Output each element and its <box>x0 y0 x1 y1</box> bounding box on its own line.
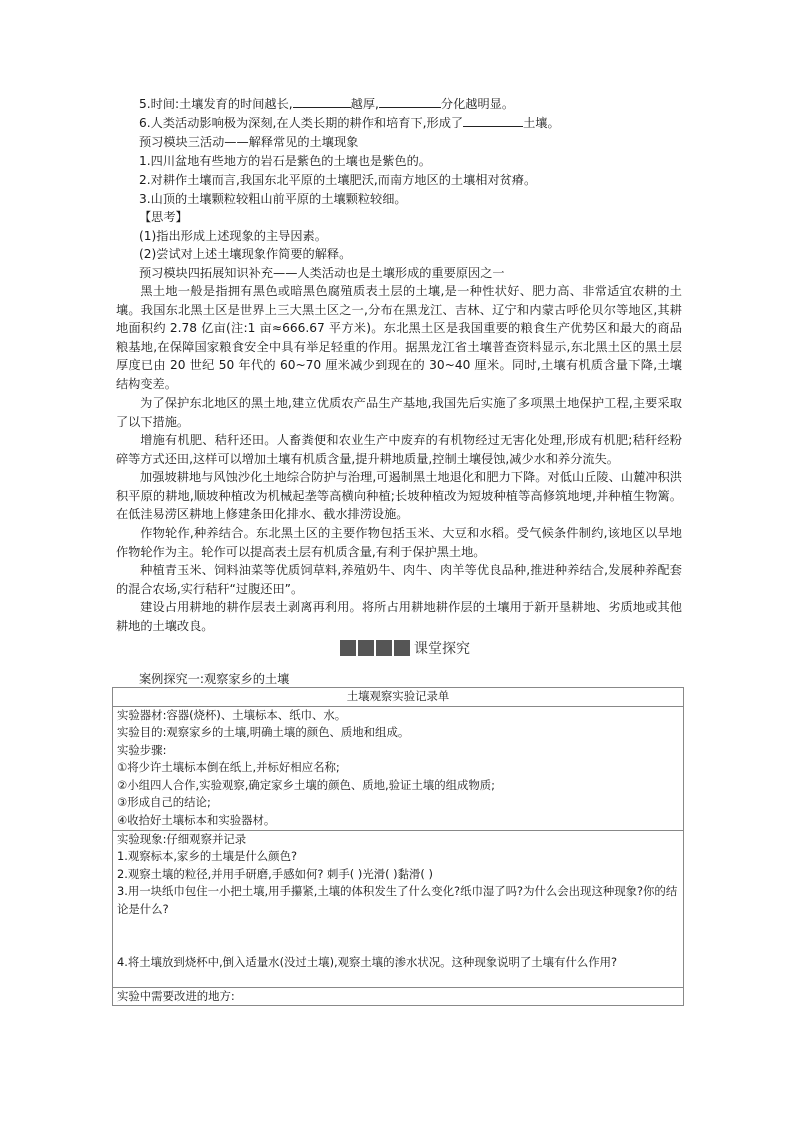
text: 土壤。 <box>523 116 560 130</box>
section-header <box>340 638 470 658</box>
observation-cell <box>113 830 684 987</box>
phenomenon-1: 1.四川盆地有些地方的岩石是紫色的土壤也是紫色的。 <box>139 154 431 168</box>
text: 加强坡耕地与风蚀沙化土地综合防护与治理,可遏制黑土地退化和肥力下降。对低山丘陵、山麓冲积洪积平原的耕地,顺坡种植改为机械起垄等高横向种植;长坡种植改为短坡种植等高修筑地埂,并种植生物篱。在低洼易涝区耕地上修建条田化排水、截水排涝设施。 <box>116 470 682 522</box>
factor-human-line <box>139 114 560 132</box>
decor-block <box>376 640 392 656</box>
table-header: 土壤观察实验记录单 <box>113 688 684 707</box>
text: 作物轮作,种养结合。东北黑土区的主要作物包括玉米、大豆和水稻。受气候条件制约,该地区以旱地作物轮作为主。轮作可以提高表土层有机质含量,有利于保护黑土地。 <box>116 526 682 559</box>
factor-time-line <box>139 95 514 113</box>
text: 黑土地一般是指拥有黑色或暗黑色腐殖质表土层的土壤,是一种性状好、肥力高、非常适宜农耕的土壤。我国东北黑土区是世界上三大黑土区之一,分布在黑龙江、吉林、辽宁和内蒙古呼伦贝尔等地区,其耕地面积约 2.78 亿亩(注:1 亩≈666.67 平方米)。东北黑土区是我国重要的粮食生产优势区和最大的商品粮基地,在保障国家粮食安全中具有举足轻重的作用。据黑龙江省土壤普查资料显示,东北黑土区的黑土层厚度已由 20 世纪 50 年代的 60~70 厘米减少到现在的 30~40 厘米。同时,土壤有机质含量下降,土壤结构变差。 <box>116 284 682 391</box>
fill-blank[interactable] <box>293 95 351 108</box>
steps-label: 实验步骤: <box>117 742 167 757</box>
question-2: (2)尝试对上述土壤现象作简要的解释。 <box>139 247 352 261</box>
observation-question: 3.用一块纸巾包住一小把土壤,用手攥紧,土壤的体积发生了什么变化?纸巾湿了吗?为什么会出现这种现象?你的结论是什么? <box>117 884 678 916</box>
phenomenon-2: 2.对耕作土壤而言,我国东北平原的土壤肥沃,而南方地区的土壤相对贫瘠。 <box>139 173 537 187</box>
paragraph-black-soil <box>116 282 682 394</box>
table-row <box>113 830 684 987</box>
module-4-heading: 预习模块四拓展知识补充——人类活动也是土壤形成的重要原因之一 <box>139 266 505 280</box>
question-1: (1)指出形成上述现象的主导因素。 <box>139 229 327 243</box>
text: 建设占用耕地的耕作层表土剥离再利用。将所占用耕地耕作层的土壤用于新开垦耕地、劣质地或其他耕地的土壤改良。 <box>116 600 682 633</box>
improvement-cell: 实验中需要改进的地方: <box>113 987 684 1006</box>
step-item: ③形成自己的结论; <box>117 795 211 809</box>
text: 越厚, <box>350 97 379 111</box>
step-item: ①将少许土壤标本倒在纸上,并标好相应名称; <box>117 760 340 774</box>
text: 为了保护东北地区的黑土地,建立优质农产品生产基地,我国先后实施了多项黑土地保护工程,主要采取了以下措施。 <box>116 396 682 429</box>
text: 分化越明显。 <box>440 97 515 111</box>
observation-label: 实验现象:仔细观察并记录 <box>117 831 247 846</box>
paragraph-crop-rotation <box>116 524 682 561</box>
step-item: ④收拾好土壤标本和实验器材。 <box>117 812 276 827</box>
paragraph-measures-intro <box>116 394 682 431</box>
experiment-record-table <box>112 687 684 1006</box>
text: 5.时间:土壤发育的时间越长, <box>139 97 293 111</box>
table-row <box>113 987 684 1006</box>
answer-space[interactable] <box>117 918 679 954</box>
decor-block <box>394 640 410 656</box>
fill-blank[interactable] <box>463 114 523 127</box>
paragraph-slope-protection <box>116 468 682 524</box>
paragraph-organic-fertilizer <box>116 431 682 468</box>
text: 种植青玉米、饲料油菜等优质饲草料,养殖奶牛、肉牛、肉羊等优良品种,推进种养结合,发展种养配套的混合农场,实行秸秆“过腹还田”。 <box>116 563 682 596</box>
table-row <box>113 706 684 830</box>
decor-block <box>358 640 374 656</box>
paragraph-forage <box>116 561 682 598</box>
decor-block <box>340 640 356 656</box>
text: 增施有机肥、秸秆还田。人畜粪便和农业生产中废弃的有机物经过无害化处理,形成有机肥;秸秆经粉碎等方式还田,这样可以增加土壤有机质含量,提升耕地质量,控制土壤侵蚀,减少水和养分流失。 <box>116 433 682 466</box>
fill-blank[interactable] <box>379 95 441 108</box>
materials-line: 实验器材:容器(烧杯)、土壤标本、纸巾、水。 <box>117 707 347 722</box>
answer-space[interactable] <box>117 972 679 982</box>
phenomenon-3: 3.山顶的土壤颗粒较粗山前平原的土壤颗粒较细。 <box>139 192 407 206</box>
paragraph-topsoil-reuse <box>116 598 682 635</box>
observation-question: 4.将土壤放到烧杯中,倒入适量水(没过土壤),观察土壤的渗水状况。这种现象说明了土壤有什么作用? <box>117 955 618 969</box>
purpose-line: 实验目的:观察家乡的土壤,明确土壤的颜色、质地和组成。 <box>117 725 410 739</box>
materials-cell <box>113 706 684 830</box>
observation-question: 1.观察标本,家乡的土壤是什么颜色? <box>117 849 298 863</box>
observation-question: 2.观察土壤的粒径,并用手研磨,手感如何? 刺手( )光滑( )黏滑( ) <box>117 866 433 881</box>
text: 6.人类活动影响极为深刻,在人类长期的耕作和培育下,形成了 <box>139 116 464 130</box>
think-label: 【思考】 <box>139 210 188 224</box>
table-row <box>113 688 684 707</box>
module-3-heading: 预习模块三活动——解释常见的土壤现象 <box>139 135 359 149</box>
step-item: ②小组四人合作,实验观察,确定家乡土壤的颜色、质地,验证土壤的组成物质; <box>117 777 496 792</box>
case-title: 案例探究一:观察家乡的土壤 <box>139 672 290 686</box>
section-title: 课堂探究 <box>414 641 470 657</box>
